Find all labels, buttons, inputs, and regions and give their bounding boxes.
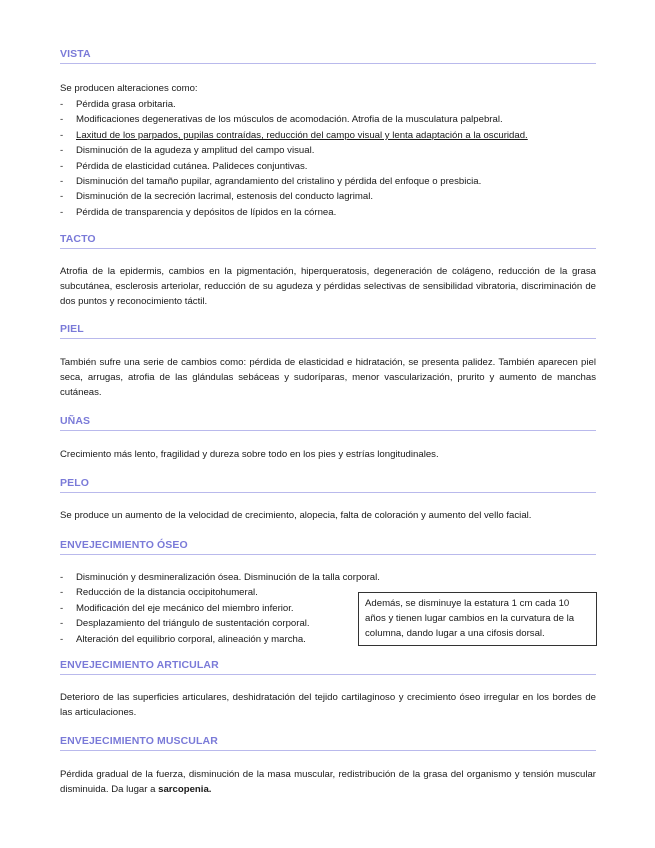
list-item: - Disminución de la secreción lacrimal, estenosis del conducto lagrimal. — [60, 189, 596, 204]
heading-oseo: ENVEJECIMIENTO ÓSEO — [60, 539, 596, 555]
piel-text: También sufre una serie de cambios como: pérdida de elasticidad e hidratación, se presenta palidez. También aparecen piel seca, arrugas, atrofia de las glándulas sebáceas y sudoríparas, menor vascularización, prurito y aumento de manchas cutáneas. — [60, 357, 596, 399]
list-item: - Pérdida grasa orbitaria. — [60, 97, 596, 112]
list-item: - Modificaciones degenerativas de los músculos de acomodación. Atrofia de la musculatura palpebral. — [60, 112, 596, 127]
list-item: - Alteración del equilibrio corporal, alineación y marcha. — [60, 632, 360, 647]
list-item: - Modificación del eje mecánico del miembro inferior. — [60, 601, 360, 616]
heading-unas: UÑAS — [60, 415, 596, 431]
list-item: - Desplazamiento del triángulo de sustentación corporal. — [60, 616, 360, 631]
tacto-text: Atrofia de la epidermis, cambios en la pigmentación, hiperqueratosis, degeneración de colágeno, reducción de la grasa subcutánea, esclerosis arteriolar, reducción de su agudeza y pérdidas selectivas de sensibilidad vibratoria, discriminación de dos puntos y reconocimiento táctil. — [60, 266, 596, 308]
muscular-text-bold: sarcopenia. — [158, 784, 212, 796]
articular-text: Deterioro de las superficies articulares, deshidratación del tejido cartilaginoso y crecimiento óseo irregular en los bordes de las articulaciones. — [60, 692, 596, 719]
heading-piel: PIEL — [60, 323, 596, 339]
vista-list — [60, 97, 596, 220]
heading-muscular: ENVEJECIMIENTO MUSCULAR — [60, 735, 596, 751]
list-item: - Pérdida de elasticidad cutánea. Palideces conjuntivas. — [60, 159, 596, 174]
muscular-text-main: Pérdida gradual de la fuerza, disminución de la masa muscular, redistribución de la grasa del organismo y tensión muscular disminuida. Da lugar a — [60, 769, 596, 796]
oseo-note-box: Además, se disminuye la estatura 1 cm cada 10 años y tienen lugar cambios en la curvatura de la columna, dando lugar a una cifosis dorsal. — [358, 592, 597, 646]
heading-pelo: PELO — [60, 477, 596, 493]
list-item: - Disminución de la agudeza y amplitud del campo visual. — [60, 143, 596, 158]
oseo-list — [60, 570, 380, 647]
list-item: - Disminución y desmineralización ósea. Disminución de la talla corporal. — [60, 570, 360, 585]
heading-vista: VISTA — [60, 48, 596, 64]
heading-tacto: TACTO — [60, 233, 596, 249]
heading-articular: ENVEJECIMIENTO ARTICULAR — [60, 659, 596, 675]
list-item: - Reducción de la distancia occipitohumeral. — [60, 585, 360, 600]
list-item: - Pérdida de transparencia y depósitos de lípidos en la córnea. — [60, 205, 596, 220]
muscular-text — [60, 767, 596, 797]
list-item: - Laxitud de los parpados, pupilas contraídas, reducción del campo visual y lenta adaptación a la oscuridad. — [60, 128, 596, 143]
list-item: - Disminución del tamaño pupilar, agrandamiento del cristalino y pérdida del enfoque o presbicia. — [60, 174, 596, 189]
unas-text: Crecimiento más lento, fragilidad y dureza sobre todo en los pies y estrías longitudinales. — [60, 449, 439, 460]
vista-intro: Se producen alteraciones como: — [60, 83, 198, 94]
pelo-text: Se produce un aumento de la velocidad de crecimiento, alopecia, falta de coloración y aumento del vello facial. — [60, 510, 532, 521]
